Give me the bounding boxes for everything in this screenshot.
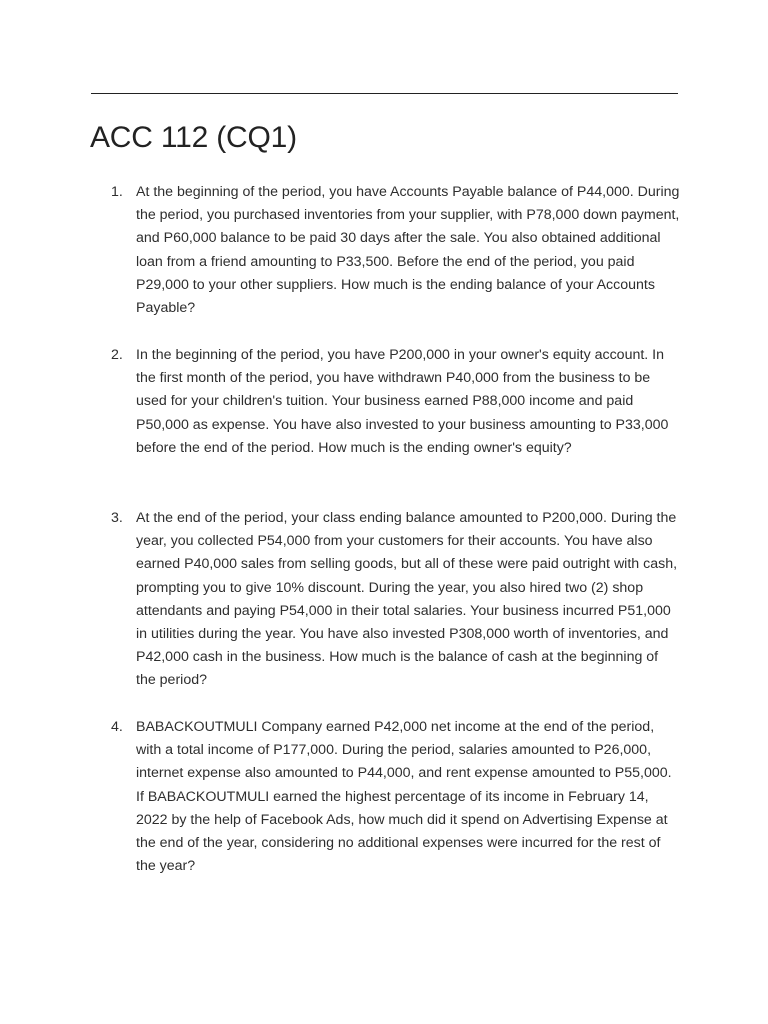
- question-number: 2.: [111, 347, 123, 363]
- question-number: 1.: [111, 184, 123, 200]
- question-item: [111, 344, 681, 460]
- question-item: [111, 716, 681, 878]
- question-text: At the beginning of the period, you have Accounts Payable balance of P44,000. During the period, you purchased inventories from your supplier, with P78,000 down payment, and P60,000 balance to be paid 30 days after the sale. You also obtained additional loan from a friend amounting to P33,500. Before the end of the period, you paid P29,000 to your other suppliers. How much is the ending balance of your Accounts Payable?: [136, 184, 680, 317]
- question-item: [111, 181, 681, 320]
- question-text: At the end of the period, your class ending balance amounted to P200,000. During the year, you collected P54,000 from your customers for their accounts. You have also earned P40,000 sales from selling goods, but all of these were paid outright with cash, prompting you to give 10% discount. During the year, you also hired two (2) shop attendants and paying P54,000 in their total salaries. Your business incurred P51,000 in utilities during the year. You have also invested P308,000 worth of inventories, and P42,000 cash in the business. How much is the balance of cash at the beginning of the period?: [136, 510, 678, 689]
- question-item: [111, 507, 681, 693]
- question-number: 4.: [111, 719, 123, 735]
- question-text: BABACKOUTMULI Company earned P42,000 net income at the end of the period, with a total income of P177,000. During the period, salaries amounted to P26,000, internet expense also amounted to P44,000, and rent expense amounted to P55,000. If BABACKOUTMULI earned the highest percentage of its income in February 14, 2022 by the help of Facebook Ads, how much did it spend on Advertising Expense at the end of the year, considering no additional expenses were incurred for the rest of the year?: [136, 719, 672, 875]
- document-title: ACC 112 (CQ1): [90, 121, 297, 154]
- question-number: 3.: [111, 510, 123, 526]
- question-text: In the beginning of the period, you have P200,000 in your owner's equity account. In the first month of the period, you have withdrawn P40,000 from the business to be used for your children's tuition. Your business earned P88,000 income and paid P50,000 as expense. You have also invested to your business amounting to P33,000 before the end of the period. How much is the ending owner's equity?: [136, 347, 669, 456]
